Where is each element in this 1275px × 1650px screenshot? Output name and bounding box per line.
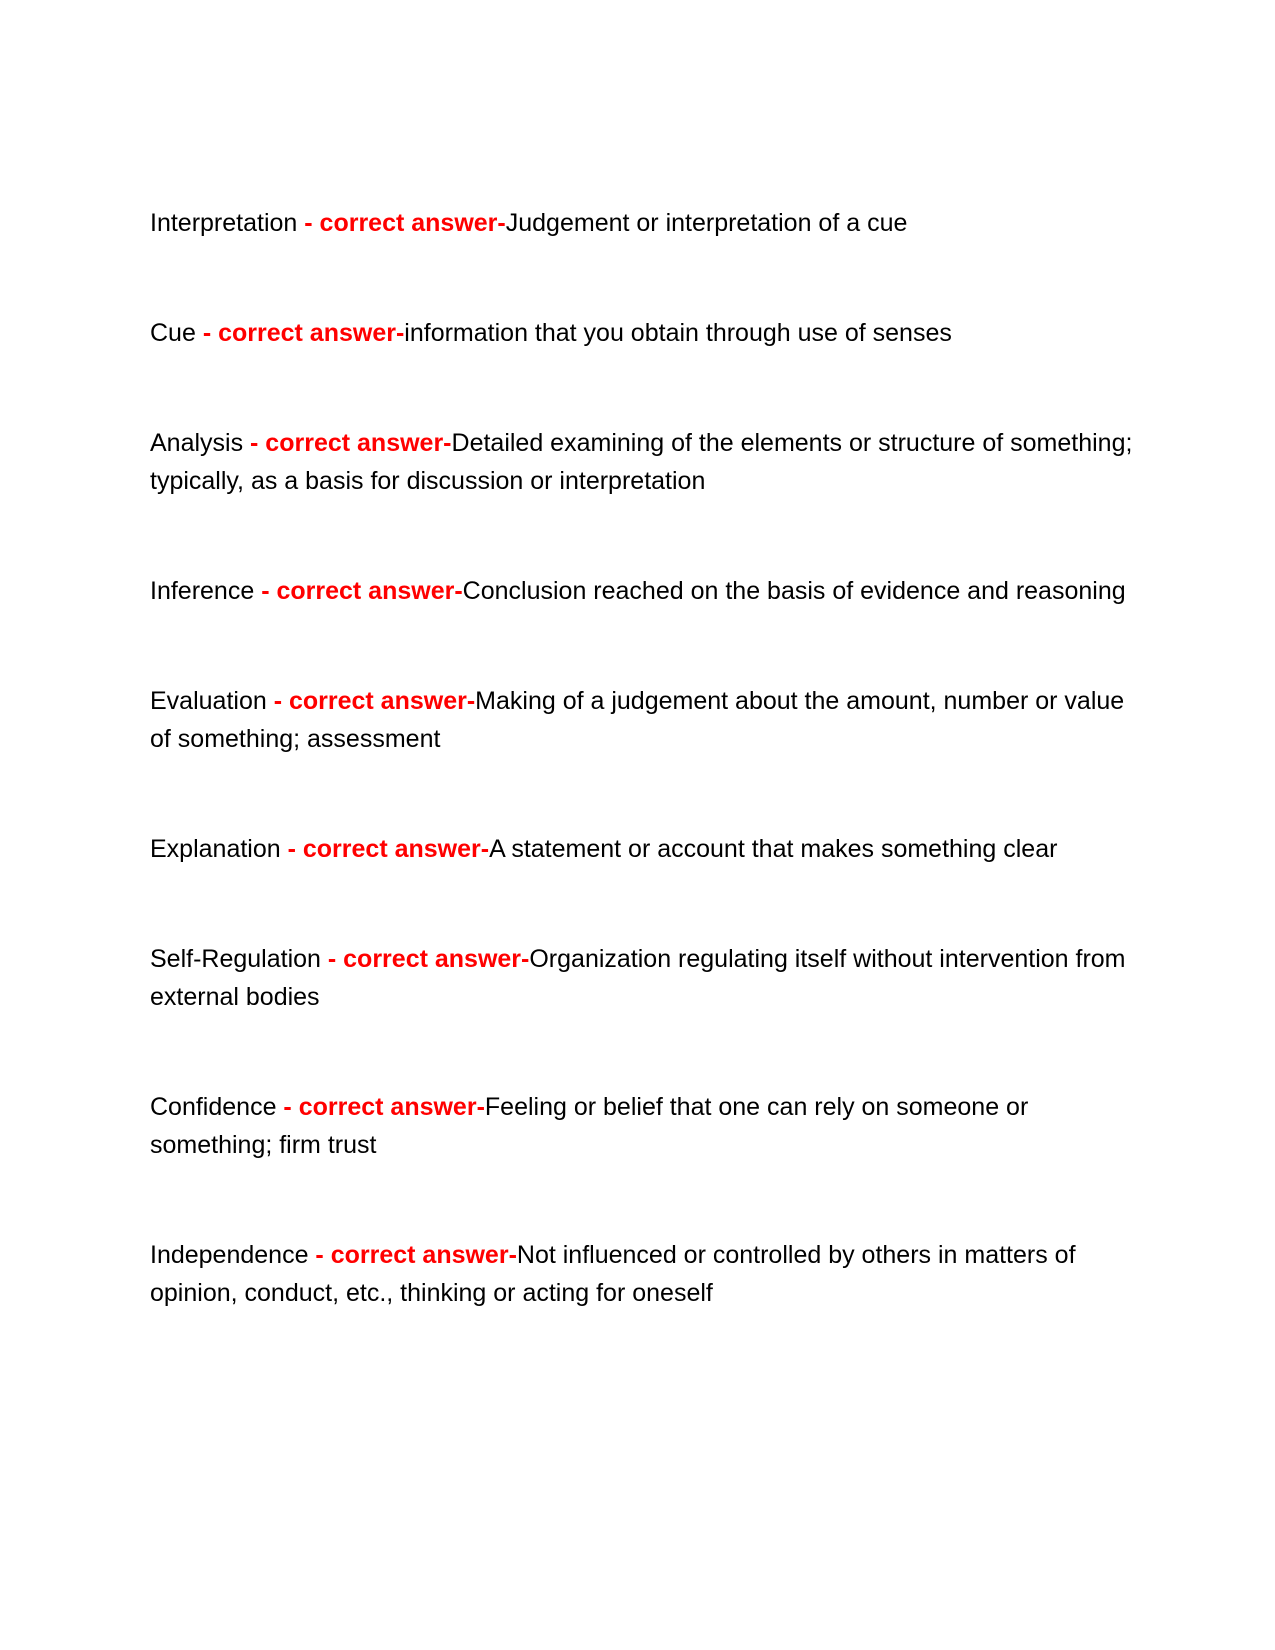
flashcard-entry-confidence [150, 1088, 1135, 1164]
correct-answer-marker: - correct answer- [276, 1093, 485, 1121]
flashcard-entry-analysis [150, 424, 1135, 500]
correct-answer-marker: - correct answer- [280, 835, 490, 863]
entry-term: Independence [150, 1241, 309, 1269]
flashcard-entry-self-regulation [150, 940, 1135, 1016]
entry-term: Analysis [150, 429, 244, 457]
correct-answer-marker: - correct answer- [266, 687, 476, 715]
entry-definition: Making of a judgement about the amount, number or value of something; assessment [150, 687, 1125, 753]
entry-term: Evaluation [150, 687, 267, 715]
entry-term: Confidence [150, 1093, 277, 1121]
entry-term: Interpretation [150, 209, 298, 237]
flashcard-entry-explanation [150, 830, 1135, 868]
entry-term: Explanation [150, 835, 281, 863]
correct-answer-marker: - correct answer- [195, 319, 405, 347]
entry-definition: Organization regulating itself without intervention from external bodies [150, 945, 1126, 1011]
correct-answer-marker: - correct answer- [297, 209, 506, 237]
entry-definition: Judgement or interpretation of a cue [505, 209, 908, 237]
flashcard-entry-interpretation [150, 204, 1135, 242]
entry-definition: Not influenced or controlled by others in matters of opinion, conduct, etc., thinking or acting for oneself [150, 1241, 1076, 1307]
entry-definition: Detailed examining of the elements or structure of something; typically, as a basis for discussion or interpretation [150, 429, 1133, 495]
entry-term: Cue [150, 319, 196, 347]
correct-answer-marker: - correct answer- [320, 945, 530, 973]
flashcard-entry-independence [150, 1236, 1135, 1312]
flashcard-entry-cue [150, 314, 1135, 352]
entry-term: Self-Regulation [150, 945, 321, 973]
entry-definition: A statement or account that makes something clear [489, 835, 1058, 863]
flashcard-entry-inference [150, 572, 1135, 610]
correct-answer-marker: - correct answer- [254, 577, 463, 605]
entry-definition: Feeling or belief that one can rely on someone or something; firm trust [150, 1093, 1029, 1159]
entry-definition: Conclusion reached on the basis of evidence and reasoning [462, 577, 1126, 605]
entry-definition: information that you obtain through use of senses [404, 319, 952, 347]
flashcard-list [150, 204, 1135, 1384]
entry-term: Inference [150, 577, 255, 605]
correct-answer-marker: - correct answer- [243, 429, 452, 457]
correct-answer-marker: - correct answer- [308, 1241, 517, 1269]
flashcard-entry-evaluation [150, 682, 1135, 758]
